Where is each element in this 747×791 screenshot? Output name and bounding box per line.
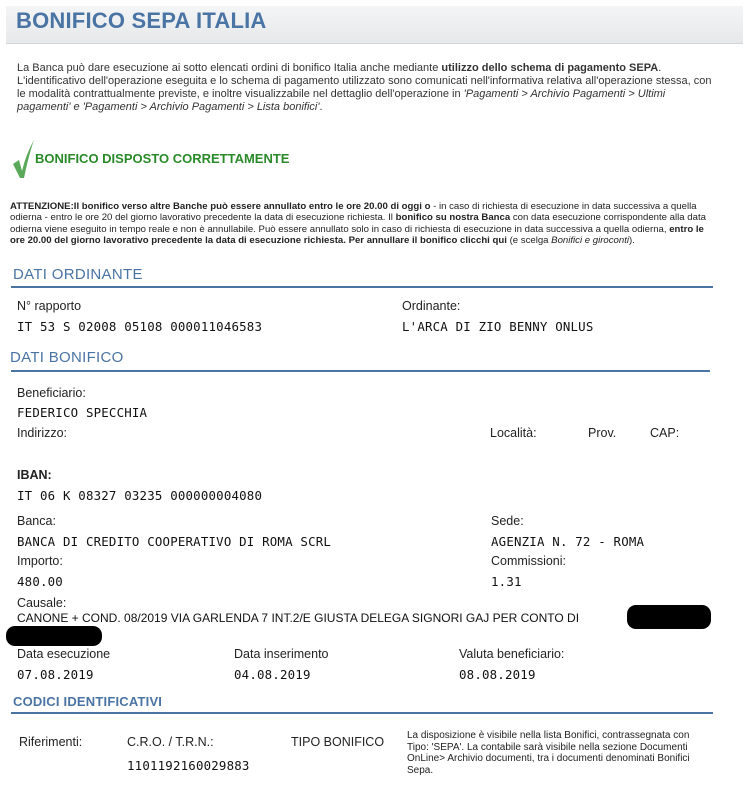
data-inserimento-value: 04.08.2019 [234,667,311,682]
redaction-mark [627,605,711,629]
tipo-bonifico-label: TIPO BONIFICO [291,735,385,749]
section-divider [11,370,710,372]
data-esecuzione-value: 07.08.2019 [17,667,94,682]
indirizzo-label: Indirizzo: [17,426,68,440]
intro-text-bold: utilizzo dello schema di pagamento SEPA [441,62,659,74]
rapporto-value: IT 53 S 02008 05108 000011046583 [17,319,263,334]
banca-label: Banca: [17,514,56,528]
section-title-ordinante: DATI ORDINANTE [13,266,143,283]
section-divider [11,286,713,288]
importo-value: 480.00 [17,574,63,589]
intro-text-3: . [319,101,323,113]
importo-label: Importo: [17,554,63,568]
cap-label: CAP: [650,426,680,440]
section-divider [11,712,713,714]
warning-text-2: - in caso di richiesta di esecuzione in data successiva a quella odierna - entro le ore 20 del giorno lavorativo precedente la data di esecuzione richiesta. Il [10,201,697,224]
warning-text-1: Il bonifico verso altre Banche può essere annullato entro le ore 20.00 di oggi o [73,201,431,212]
causale-value: CANONE + COND. 08/2019 VIA GARLENDA 7 INT.2/E GIUSTA DELEGA SIGNORI GAJ PER CONTO DI [17,611,580,625]
commissioni-value: 1.31 [491,574,522,589]
warning-label: ATTENZIONE: [10,201,74,212]
localita-label: Località: [490,426,537,440]
warning-text-6: (e scelga [506,235,552,247]
section-title-bonifico: DATI BONIFICO [10,349,124,366]
warning-paragraph [10,201,710,247]
cancel-link[interactable]: entro le ore 20.00 del giorno lavorativo precedente la data di esecuzione richiesta. Per annullare il bonifico clicchi qui [10,223,704,247]
ordinante-value: L'ARCA DI ZIO BENNY ONLUS [402,319,594,334]
sede-label: Sede: [491,514,524,528]
cro-label: C.R.O. / T.R.N.: [127,735,214,749]
cro-value: 1101192160029883 [127,758,250,773]
intro-text-2: . L'identificativo dell'operazione eseguita e lo schema di pagamento utilizzato sono comunicati nell'informativa relativa all'operazione stessa, con le modalità contrattualmente previste, e inoltre visualizzabile nel dettaglio dell'operazione in [17,62,712,100]
checkmark-icon [11,138,35,180]
valuta-label: Valuta beneficiario: [459,647,565,661]
warning-text-8: ). [629,235,635,247]
sede-value: AGENZIA N. 72 - ROMA [491,534,645,549]
valuta-value: 08.08.2019 [459,667,536,682]
redaction-mark [6,626,102,646]
intro-text-italic: 'Pagamenti > Archivio Pagamenti > Ultimi pagamenti' e 'Pagamenti > Archivio Pagamenti > Lista bonifici' [17,88,666,113]
prov-label: Prov. [588,426,617,440]
iban-label: IBAN: [17,468,52,482]
causale-label: Causale: [17,596,67,610]
intro-text-1: La Banca può dare esecuzione ai sotto elencati ordini di bonifico Italia anche mediante [17,62,442,74]
intro-paragraph [17,62,717,114]
beneficiario-value: FEDERICO SPECCHIA [17,405,148,420]
data-inserimento-label: Data inserimento [234,647,329,661]
ordinante-label: Ordinante: [402,299,461,313]
page-title: BONIFICO SEPA ITALIA [16,8,267,33]
warning-text-3: bonifico su nostra Banca [395,212,511,224]
rapporto-label: N° rapporto [17,299,82,313]
warning-text-7: Bonifici e giroconti [551,235,630,247]
visibility-note: La disposizione è visibile nella lista Bonifici, contrassegnata con Tipo: 'SEPA'. La contabile sarà visibile nella sezione Documenti OnLine> Archivio documenti, tra i documenti denominati Bonifici Sepa. [407,730,690,776]
riferimenti-label: Riferimenti: [19,735,83,749]
data-esecuzione-label: Data esecuzione [17,647,111,661]
beneficiario-label: Beneficiario: [17,386,86,400]
iban-value: IT 06 K 08327 03235 000000004080 [17,488,263,503]
commissioni-label: Commissioni: [491,554,567,568]
section-title-codici: CODICI IDENTIFICATIVI [13,694,163,709]
warning-text-4: con data esecuzione corrispondente alla data odierna viene eseguito in tempo reale e non è annullabile. Può essere annullato solo in caso di richiesta di esecuzione in data successiva a quella odierna, [10,212,706,235]
banca-value: BANCA DI CREDITO COOPERATIVO DI ROMA SCRL [17,534,332,549]
success-message: BONIFICO DISPOSTO CORRETTAMENTE [35,151,290,166]
